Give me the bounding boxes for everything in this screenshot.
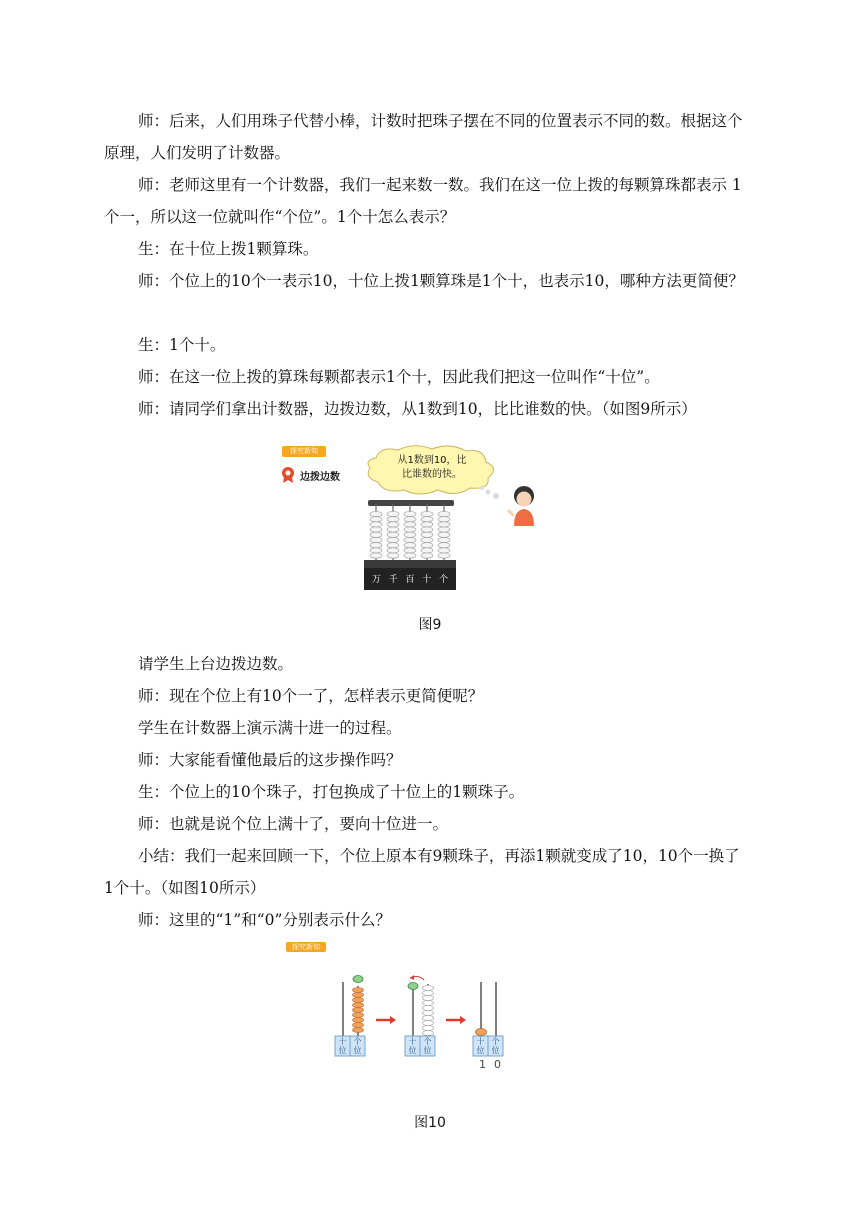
bead [353, 1008, 364, 1013]
paragraph: 师：在这一位上拨的算珠每颗都表示1个十，因此我们把这一位叫作“十位”。 [138, 368, 660, 386]
bead [387, 553, 399, 558]
bead [387, 527, 399, 532]
place-value-labels: 万 千 百 十 个 [371, 575, 449, 585]
bead [421, 522, 433, 527]
bead [421, 543, 433, 548]
bead [423, 986, 434, 991]
bead [423, 1016, 434, 1021]
bead [370, 522, 382, 527]
bead [370, 532, 382, 537]
bead [404, 537, 416, 542]
bead [423, 1021, 434, 1026]
bead [423, 1031, 434, 1036]
bead [387, 511, 399, 516]
bead [353, 993, 364, 998]
paragraph: 生：个位上的10个珠子，打包换成了十位上的1颗珠子。 [138, 783, 525, 801]
place-box-label: 个 位 [423, 1037, 432, 1055]
bead [404, 517, 416, 522]
paragraph: 生：在十位上拨1颗算珠。 [138, 240, 319, 258]
bead [353, 998, 364, 1003]
bead [387, 537, 399, 542]
bead [423, 1026, 434, 1031]
paragraph: 师：也就是说个位上满十了，要向十位进一。 [138, 815, 449, 833]
result-digits: 1 0 [479, 1058, 501, 1071]
bead [421, 527, 433, 532]
bead [421, 532, 433, 537]
bead [370, 543, 382, 548]
bead [353, 1023, 364, 1028]
bead [387, 522, 399, 527]
bead [353, 988, 364, 993]
paragraph: 学生在计数器上演示满十进一的过程。 [138, 719, 402, 737]
bead [438, 537, 450, 542]
paragraph: 师：后来，人们用珠子代替小棒，计数时把珠子摆在不同的位置表示不同的数。根据这个原理，人们发明了计数器。 [104, 112, 743, 162]
girl-illustration [476, 482, 546, 527]
paragraph: 师：老师这里有一个计数器，我们一起来数一数。我们在这一位上拨的每颗算珠都表示 1 个一，所以这一位就叫作“个位”。1个十怎么表示？ [104, 176, 742, 226]
bead [423, 991, 434, 996]
bead [387, 543, 399, 548]
bead [404, 553, 416, 558]
bead [423, 1001, 434, 1006]
ribbon-icon [280, 466, 296, 484]
place-box-label: 十 位 [338, 1037, 347, 1055]
paragraph: 师：这里的“1”和“0”分别表示什么？ [138, 911, 391, 929]
bead [404, 511, 416, 516]
bead [370, 553, 382, 558]
bead [370, 511, 382, 516]
bead [370, 548, 382, 553]
bead [438, 527, 450, 532]
paragraph: 师：现在个位上有10个一了，怎样表示更简便呢？ [138, 687, 484, 705]
bead [404, 543, 416, 548]
activity-title: 边拨边数 [300, 472, 340, 483]
place-box-label: 个 位 [491, 1037, 500, 1055]
bead [438, 553, 450, 558]
bead [387, 548, 399, 553]
bead [404, 548, 416, 553]
figure-9-counter-illustration [276, 444, 546, 594]
bead [353, 1018, 364, 1023]
bead [438, 511, 450, 516]
bead [404, 532, 416, 537]
section-tag: 探究新知 [286, 942, 326, 952]
paragraph: 师：个位上的10个一表示10，十位上拨1颗算珠是1个十，也表示10，哪种方法更简便？ [138, 272, 744, 290]
bead [353, 1003, 364, 1008]
bead [438, 543, 450, 548]
paragraph: 请学生上台边拨边数。 [138, 655, 294, 673]
bead [421, 537, 433, 542]
bead [421, 511, 433, 516]
bead [438, 517, 450, 522]
bead [404, 522, 416, 527]
bead [421, 548, 433, 553]
place-box-label: 十 位 [408, 1037, 417, 1055]
bead [421, 553, 433, 558]
bead [370, 537, 382, 542]
bead [438, 532, 450, 537]
paragraph: 生：1个十。 [138, 336, 226, 354]
bead [353, 1028, 364, 1033]
place-box-label: 十 位 [476, 1037, 485, 1055]
paragraph: 师：大家能看懂他最后的这步操作吗？ [138, 751, 402, 769]
paragraph: 小结：我们一起来回顾一下，个位上原本有9颗珠子，再添1颗就变成了10，10个一换了1个十。（如图10所示） [104, 847, 740, 897]
bead [387, 532, 399, 537]
bead [370, 517, 382, 522]
figure-caption: 图10 [414, 1115, 446, 1131]
bead [370, 527, 382, 532]
bead [421, 517, 433, 522]
section-tag: 探究新知 [282, 446, 326, 457]
place-box-label: 个 位 [353, 1037, 362, 1055]
bead [423, 1011, 434, 1016]
bead [353, 1013, 364, 1018]
paragraph: 师：请同学们拿出计数器，边拨边数，从1数到10，比比谁数的快。（如图9所示） [138, 400, 697, 418]
bead [438, 548, 450, 553]
bead [404, 527, 416, 532]
bead [387, 517, 399, 522]
figure-10-carry-diagram [284, 940, 524, 1075]
bead [423, 996, 434, 1001]
bead [438, 522, 450, 527]
bead [423, 1006, 434, 1011]
speech-bubble-text: 从1数到10，比 比谁数的快。 [397, 455, 467, 480]
figure-caption: 图9 [418, 617, 442, 633]
